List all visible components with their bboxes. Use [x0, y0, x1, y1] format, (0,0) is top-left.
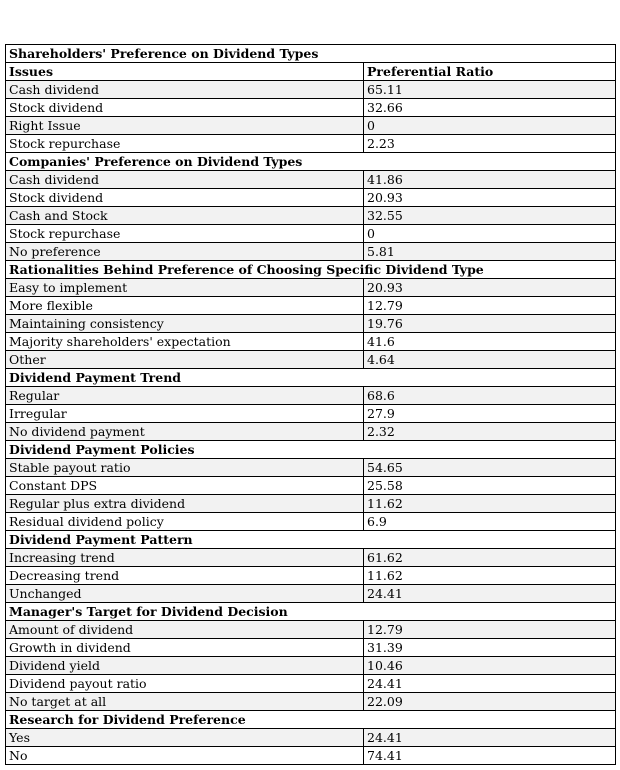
ratio-cell: 11.62	[364, 495, 616, 513]
issue-cell: Growth in dividend	[6, 639, 364, 657]
table-row	[6, 225, 616, 243]
issue-cell: Cash and Stock	[6, 207, 364, 225]
section-title: Shareholders' Preference on Dividend Types	[6, 45, 616, 63]
issue-cell: Stock dividend	[6, 99, 364, 117]
issue-cell: Cash dividend	[6, 81, 364, 99]
issue-cell: Stable payout ratio	[6, 459, 364, 477]
ratio-cell: 32.55	[364, 207, 616, 225]
table-row	[6, 117, 616, 135]
issue-cell: Stock repurchase	[6, 225, 364, 243]
ratio-cell: 41.6	[364, 333, 616, 351]
ratio-cell: 4.64	[364, 351, 616, 369]
ratio-cell: 10.46	[364, 657, 616, 675]
ratio-cell: 32.66	[364, 99, 616, 117]
ratio-cell: 11.62	[364, 567, 616, 585]
column-header-preferential-ratio: Preferential Ratio	[364, 63, 616, 81]
issue-cell: Easy to implement	[6, 279, 364, 297]
section-title-row	[6, 369, 616, 387]
table-row	[6, 405, 616, 423]
table-row	[6, 279, 616, 297]
issue-cell: No dividend payment	[6, 423, 364, 441]
column-header-issues: Issues	[6, 63, 364, 81]
ratio-cell: 2.32	[364, 423, 616, 441]
ratio-cell: 2.23	[364, 135, 616, 153]
table-row	[6, 621, 616, 639]
issue-cell: Constant DPS	[6, 477, 364, 495]
table-row	[6, 387, 616, 405]
table-row	[6, 81, 616, 99]
column-header-row	[6, 63, 616, 81]
ratio-cell: 24.41	[364, 675, 616, 693]
table-row	[6, 513, 616, 531]
ratio-cell: 20.93	[364, 189, 616, 207]
ratio-cell: 31.39	[364, 639, 616, 657]
section-title: Dividend Payment Policies	[6, 441, 616, 459]
table-row	[6, 729, 616, 747]
issue-cell: Majority shareholders' expectation	[6, 333, 364, 351]
table-row	[6, 351, 616, 369]
table-body	[6, 45, 616, 765]
issue-cell: Stock dividend	[6, 189, 364, 207]
section-title: Dividend Payment Trend	[6, 369, 616, 387]
ratio-cell: 68.6	[364, 387, 616, 405]
table-row	[6, 189, 616, 207]
table-row	[6, 657, 616, 675]
ratio-cell: 27.9	[364, 405, 616, 423]
ratio-cell: 20.93	[364, 279, 616, 297]
ratio-cell: 12.79	[364, 297, 616, 315]
ratio-cell: 19.76	[364, 315, 616, 333]
table-row	[6, 675, 616, 693]
issue-cell: Maintaining consistency	[6, 315, 364, 333]
section-title-row	[6, 261, 616, 279]
section-title: Companies' Preference on Dividend Types	[6, 153, 616, 171]
dividend-preference-table	[5, 44, 616, 765]
section-title-row	[6, 153, 616, 171]
section-title: Rationalities Behind Preference of Choosing Specific Dividend Type	[6, 261, 616, 279]
ratio-cell: 12.79	[364, 621, 616, 639]
section-title: Dividend Payment Pattern	[6, 531, 616, 549]
table-row	[6, 639, 616, 657]
issue-cell: Regular	[6, 387, 364, 405]
ratio-cell: 24.41	[364, 729, 616, 747]
ratio-cell: 41.86	[364, 171, 616, 189]
issue-cell: Decreasing trend	[6, 567, 364, 585]
ratio-cell: 22.09	[364, 693, 616, 711]
issue-cell: Right Issue	[6, 117, 364, 135]
ratio-cell: 0	[364, 117, 616, 135]
ratio-cell: 0	[364, 225, 616, 243]
table-row	[6, 495, 616, 513]
table-row	[6, 693, 616, 711]
issue-cell: Unchanged	[6, 585, 364, 603]
issue-cell: Dividend yield	[6, 657, 364, 675]
section-title-row	[6, 531, 616, 549]
ratio-cell: 5.81	[364, 243, 616, 261]
issue-cell: Other	[6, 351, 364, 369]
section-title-row	[6, 603, 616, 621]
table-row	[6, 423, 616, 441]
table-row	[6, 477, 616, 495]
issue-cell: Yes	[6, 729, 364, 747]
issue-cell: Amount of dividend	[6, 621, 364, 639]
issue-cell: Regular plus extra dividend	[6, 495, 364, 513]
table-row	[6, 171, 616, 189]
ratio-cell: 74.41	[364, 747, 616, 765]
ratio-cell: 25.58	[364, 477, 616, 495]
section-title-row	[6, 45, 616, 63]
issue-cell: Irregular	[6, 405, 364, 423]
table-row	[6, 333, 616, 351]
table-row	[6, 99, 616, 117]
ratio-cell: 61.62	[364, 549, 616, 567]
issue-cell: No	[6, 747, 364, 765]
issue-cell: Dividend payout ratio	[6, 675, 364, 693]
table-row	[6, 297, 616, 315]
table-row	[6, 459, 616, 477]
table-row	[6, 549, 616, 567]
table-row	[6, 747, 616, 765]
issue-cell: Increasing trend	[6, 549, 364, 567]
dividend-preference-table-container	[5, 44, 615, 765]
section-title: Research for Dividend Preference	[6, 711, 616, 729]
issue-cell: Stock repurchase	[6, 135, 364, 153]
table-row	[6, 585, 616, 603]
table-row	[6, 135, 616, 153]
section-title-row	[6, 711, 616, 729]
issue-cell: Residual dividend policy	[6, 513, 364, 531]
table-row	[6, 207, 616, 225]
issue-cell: No preference	[6, 243, 364, 261]
ratio-cell: 24.41	[364, 585, 616, 603]
section-title: Manager's Target for Dividend Decision	[6, 603, 616, 621]
ratio-cell: 65.11	[364, 81, 616, 99]
issue-cell: No target at all	[6, 693, 364, 711]
table-row	[6, 243, 616, 261]
ratio-cell: 6.9	[364, 513, 616, 531]
issue-cell: More flexible	[6, 297, 364, 315]
section-title-row	[6, 441, 616, 459]
table-row	[6, 567, 616, 585]
ratio-cell: 54.65	[364, 459, 616, 477]
table-row	[6, 315, 616, 333]
issue-cell: Cash dividend	[6, 171, 364, 189]
